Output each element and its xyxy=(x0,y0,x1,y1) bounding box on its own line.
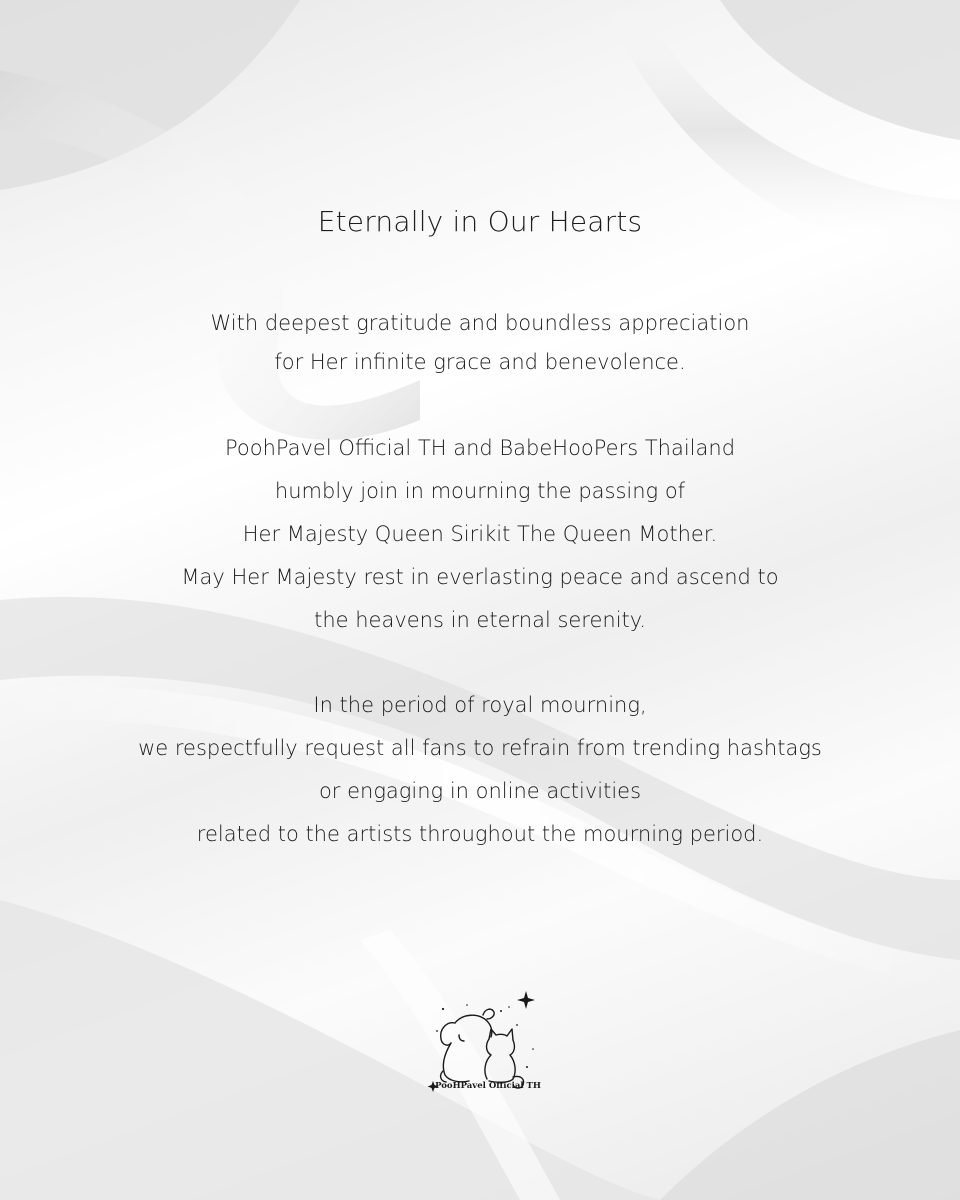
mourning-line-5: the heavens in eternal serenity. xyxy=(314,608,646,632)
dog-and-cat-sitting-icon xyxy=(415,985,550,1095)
mourning-line-2: humbly join in mourning the passing of xyxy=(274,479,686,503)
logo-text: PooHPavel Official TH xyxy=(435,1081,541,1091)
request-line-4: related to the artists throughout the mourning period. xyxy=(196,822,764,846)
mourning-line-4: May Her Majesty rest in everlasting peace and ascend to xyxy=(181,565,779,589)
request-line-1: In the period of royal mourning, xyxy=(313,693,647,717)
gratitude-line-1: With deepest gratitude and boundless appreciation xyxy=(210,311,750,335)
request-line-3: or engaging in online activities xyxy=(318,779,642,803)
mourning-line-1: PoohPavel Official TH and BabeHooPers Thailand xyxy=(224,436,736,460)
mourning-line-3: Her Majesty Queen Sirikit The Queen Mother. xyxy=(242,522,718,546)
request-line-2: we respectfully request all fans to refrain from trending hashtags xyxy=(138,736,822,760)
gratitude-line-2: for Her infinite grace and benevolence. xyxy=(274,350,686,374)
announcement-title: Eternally in Our Hearts xyxy=(317,205,643,238)
